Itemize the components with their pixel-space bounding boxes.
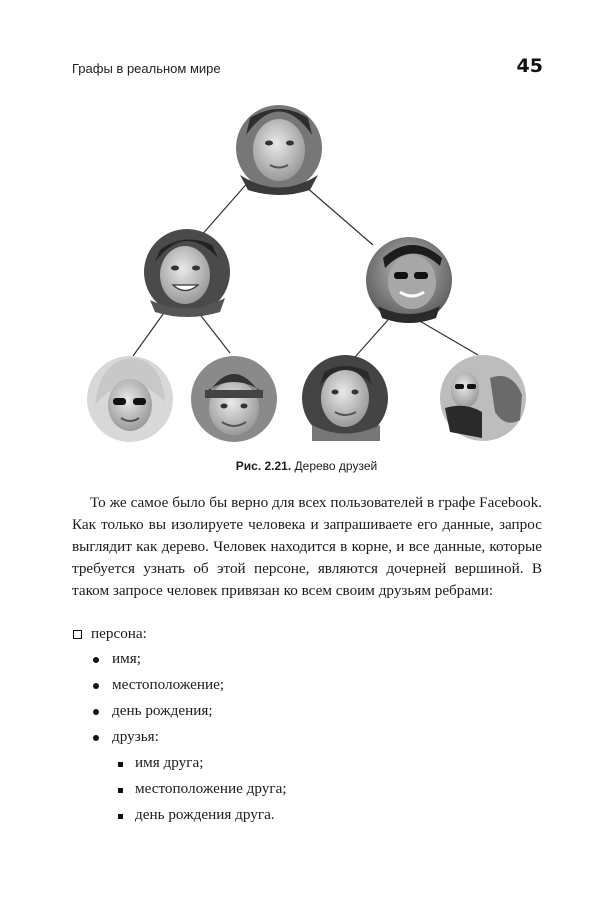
bullet-square-icon [118,762,123,767]
person-node-right [366,237,452,323]
figure-caption [0,459,613,473]
edge-right-rr [418,320,478,355]
person-node-leaf-1 [87,356,173,442]
caption-label: Рис. 2.21. [235,459,292,473]
list-item: друзья: [112,728,159,745]
list-item: местоположение; [112,676,225,693]
body-paragraph [72,492,542,602]
bullet-dot-icon [93,735,99,741]
edge-left-ll [133,310,166,356]
page-number: 45 [516,55,543,77]
list-root-item: персона: [91,625,147,642]
bullet-dot-icon [93,657,99,663]
person-node-leaf-2 [191,356,277,442]
edge-root-left [200,180,250,237]
sub-list-item: имя друга; [135,754,204,771]
person-node-left [144,229,230,317]
list-item: имя; [112,650,141,667]
sub-list-item: местоположение друга; [135,780,287,797]
caption-text: Дерево друзей [294,459,378,473]
bullet-dot-icon [93,709,99,715]
bullet-square-icon [118,788,123,793]
running-title: Графы в реальном мире [72,61,221,76]
sub-list-item: день рождения друга. [135,806,275,823]
bullet-dot-icon [93,683,99,689]
bullet-square-icon [118,814,123,819]
person-node-leaf-3 [302,355,388,441]
edge-left-lr [198,312,230,353]
list-item: день рождения; [112,702,213,719]
person-node-root [236,105,322,195]
checkbox-bullet-icon [73,630,82,639]
person-node-leaf-4 [440,355,526,441]
edge-right-rl [355,320,388,357]
paragraph-text: То же самое было бы верно для всех пользователей в графе Facebook. Как только вы изолируете человека и запрашиваете его данные, запрос выглядит как дерево. Человек находится в корне, и все данные, которые требуется узнать об этой персоне, являются дочерней вершиной. В таком запросе человек привязан ко всем своим друзьям ребрами: [72,494,542,599]
